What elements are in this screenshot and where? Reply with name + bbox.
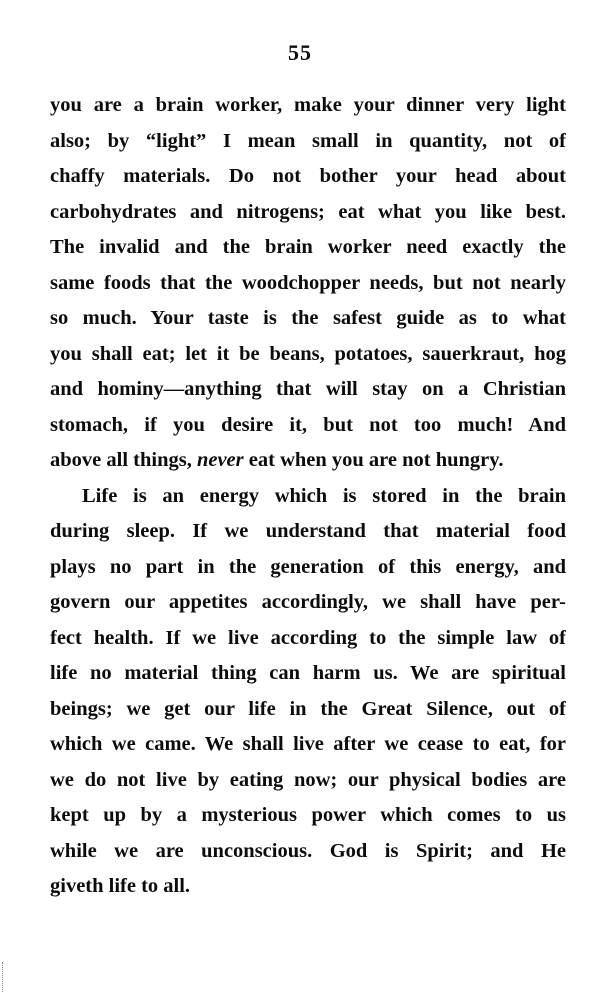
scan-edge-mark <box>2 962 5 992</box>
text-line: beings; we get our life in the Great Silence, out of <box>50 697 566 720</box>
text-line: you shall eat; let it be beans, potatoes, sauerkraut, hog <box>50 342 566 365</box>
text-run: eat when you are not hungry. <box>243 449 504 471</box>
text-line: plays no part in the generation of this energy, and <box>50 555 566 578</box>
text-line: carbohydrates and nitrogens; eat what you like best. <box>50 200 566 223</box>
text-line-final <box>50 443 566 479</box>
emphasized-word: never <box>196 449 244 471</box>
text-line: so much. Your taste is the safest guide as to what <box>50 307 566 329</box>
body-text <box>50 88 566 905</box>
paragraph-1 <box>50 88 566 479</box>
text-line: while we are unconscious. God is Spirit; and He <box>50 839 566 862</box>
text-line: life no material thing can harm us. We are spiritual <box>50 662 566 684</box>
text-line: The invalid and the brain worker need exactly the <box>50 236 566 258</box>
text-line: stomach, if you desire it, but not too much! And <box>50 413 566 436</box>
text-line: also; by “light” I mean small in quantity, not of <box>50 129 566 152</box>
text-line: and hominy—anything that will stay on a Christian <box>50 378 566 400</box>
text-line: we do not live by eating now; our physical bodies are <box>50 768 566 791</box>
paragraph-2 <box>50 479 566 905</box>
text-line: kept up by a mysterious power which comes to us <box>50 804 566 826</box>
text-run: above all things, <box>50 449 197 471</box>
text-line-final: giveth life to all. <box>50 875 191 897</box>
text-line: same foods that the woodchopper needs, but not nearly <box>50 271 566 294</box>
text-line: fect health. If we live according to the simple law of <box>50 626 566 649</box>
text-line-indented: Life is an energy which is stored in the brain <box>82 484 566 507</box>
page-number: 55 <box>288 40 312 65</box>
text-line: you are a brain worker, make your dinner very light <box>50 94 566 116</box>
text-line: which we came. We shall live after we cease to eat, for <box>50 733 566 755</box>
text-line: chaffy materials. Do not bother your head about <box>50 165 566 187</box>
text-line: govern our appetites accordingly, we shall have per- <box>50 591 566 613</box>
text-line: during sleep. If we understand that material food <box>50 520 566 542</box>
